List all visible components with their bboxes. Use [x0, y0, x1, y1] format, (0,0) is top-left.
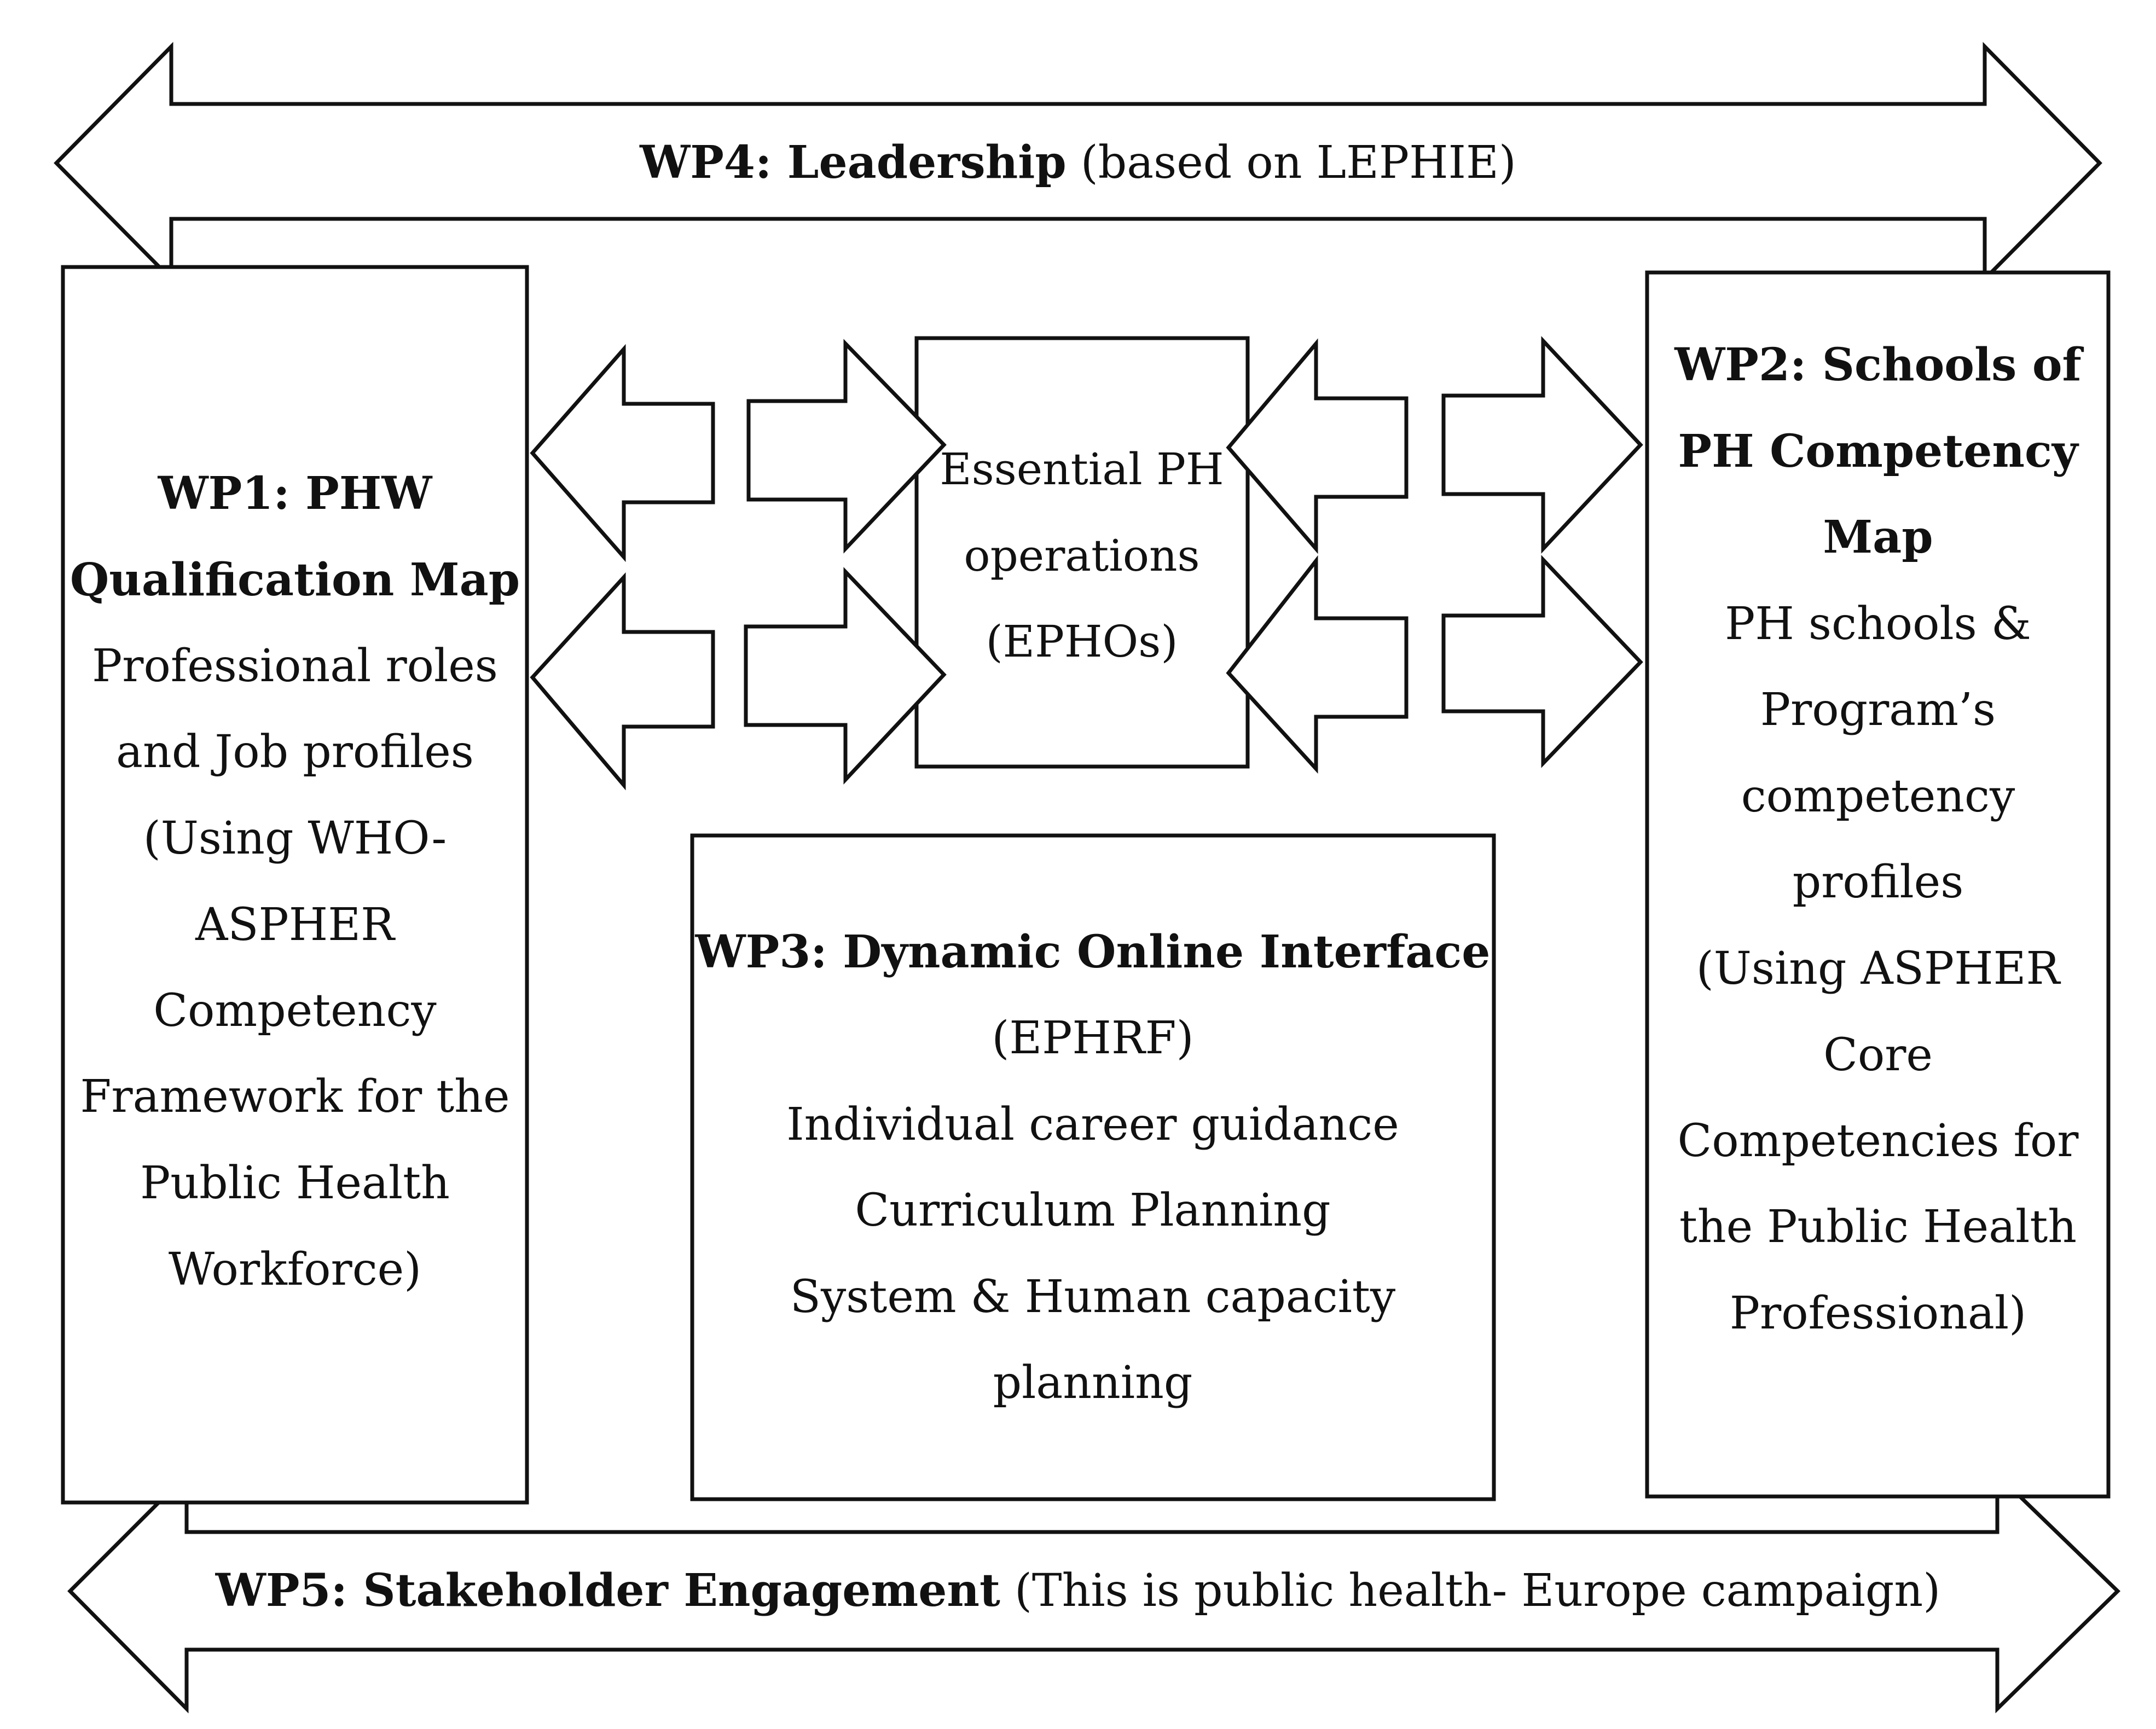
- epho-wp2-connectors: [1228, 341, 1641, 769]
- left-block-arrow-icon: [532, 577, 713, 785]
- wp1-body-line-3: (Using WHO-: [143, 813, 447, 864]
- wp2-body-line-5: (Using ASPHER: [1696, 943, 2060, 995]
- wp5-subtitle: (This is public health- Europe campaign): [1000, 1565, 1941, 1617]
- wp2-body-line-3: competency: [1741, 770, 2015, 822]
- wp5-title: WP5: Stakeholder Engagement: [215, 1564, 1000, 1617]
- wp2-box: [1647, 272, 2108, 1496]
- wp3-body-line-1: (EPHRF): [992, 1012, 1194, 1064]
- epho-line-1: Essential PH: [940, 444, 1224, 495]
- wp2-body-line-1: PH schools &: [1725, 598, 2031, 650]
- wp1-box: [63, 267, 527, 1502]
- wp2-body-line-7: Competencies for: [1677, 1115, 2079, 1167]
- left-block-arrow-icon: [532, 349, 713, 557]
- right-block-arrow-icon: [746, 572, 944, 780]
- wp1-body-line-1: Professional roles: [92, 640, 498, 692]
- wp1-epho-connectors: [532, 344, 944, 785]
- wp1-frame: [63, 267, 527, 1502]
- wp1-body-line-2: and Job profiles: [116, 726, 474, 778]
- wp2-title-line-1: WP2: Schools of: [1674, 339, 2082, 391]
- wp4-label: [639, 136, 1516, 189]
- wp4-subtitle: (based on LEPHIE): [1066, 137, 1516, 189]
- wp1-body-line-6: Framework for the: [80, 1071, 510, 1123]
- wp2-title-line-2: PH Competency: [1678, 425, 2078, 478]
- wp1-body-line-4: ASPHER: [195, 899, 395, 951]
- wp5-stakeholder-arrow: [70, 1475, 2118, 1709]
- wp2-body-line-2: Program’s: [1760, 684, 1996, 736]
- wp3-body-line-3: Curriculum Planning: [855, 1185, 1331, 1237]
- wp1-body-line-7: Public Health: [140, 1157, 450, 1209]
- right-block-arrow-icon: [1444, 341, 1641, 549]
- wp3-body-line-5: planning: [993, 1357, 1193, 1409]
- right-block-arrow-icon: [1444, 560, 1641, 763]
- epho-line-2: operations: [964, 530, 1200, 581]
- wp1-body-line-5: Competency: [153, 985, 437, 1037]
- wp3-title: WP3: Dynamic Online Interface: [695, 926, 1491, 978]
- left-block-arrow-icon: [1228, 344, 1406, 549]
- wp4-title: WP4: Leadership: [640, 136, 1067, 189]
- right-block-arrow-icon: [749, 344, 944, 549]
- wp2-body-line-4: profiles: [1792, 856, 1964, 908]
- wp2-body-line-6: Core: [1823, 1029, 1933, 1081]
- wp1-title-line-1: WP1: PHW: [158, 467, 432, 520]
- wp2-body-line-9: Professional): [1729, 1287, 2027, 1339]
- wp2-title-line-3: Map: [1823, 511, 1933, 564]
- epho-line-3: (EPHOs): [986, 616, 1178, 667]
- wp5-label: [215, 1564, 1940, 1617]
- wp1-title-line-2: Qualification Map: [69, 554, 520, 606]
- wp3-body-line-4: System & Human capacity: [790, 1271, 1396, 1323]
- wp4-leadership-arrow: [56, 47, 2100, 279]
- wp1-body-line-8: Workforce): [168, 1244, 422, 1296]
- wp3-body-line-2: Individual career guidance: [786, 1099, 1399, 1151]
- wp2-body-line-8: the Public Health: [1679, 1201, 2077, 1253]
- left-block-arrow-icon: [1228, 561, 1406, 769]
- wp3-box: [692, 836, 1494, 1499]
- epho-box: [917, 338, 1248, 767]
